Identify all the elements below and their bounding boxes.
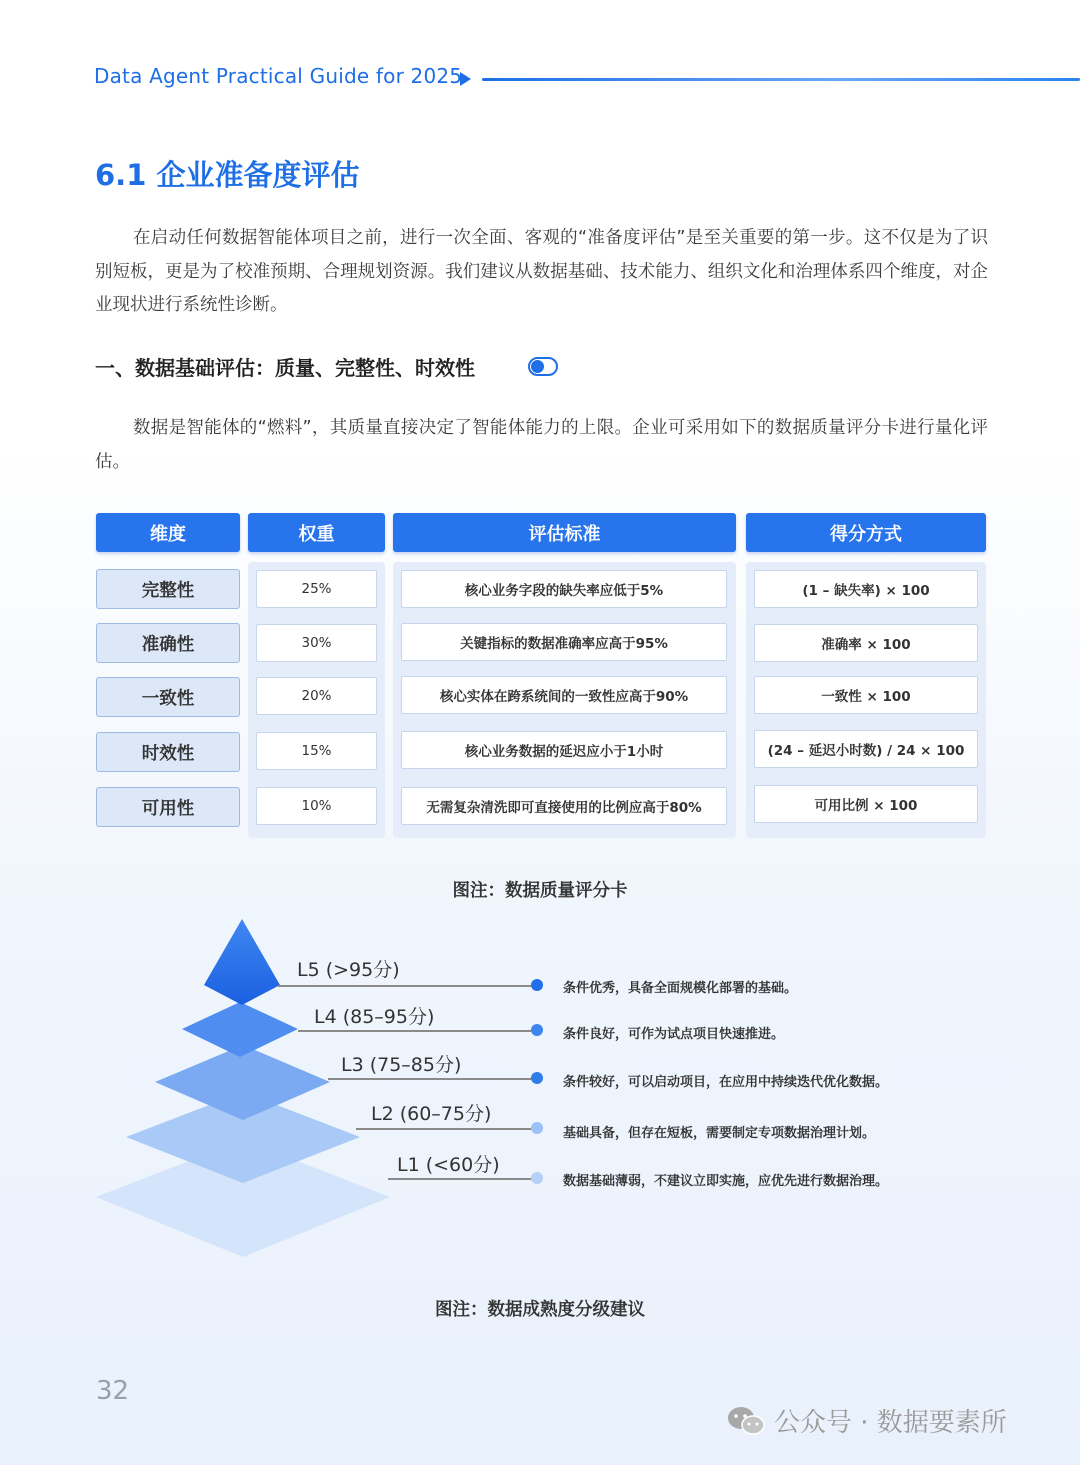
row-method: (24 – 延迟小时数) / 24 × 100 xyxy=(754,730,978,768)
pyramid-tier-l4 xyxy=(182,1002,298,1057)
page-number: 32 xyxy=(96,1376,130,1406)
row-criterion: 无需复杂清洗即可直接使用的比例应高于80% xyxy=(401,787,727,825)
level-line-l5 xyxy=(278,985,532,987)
running-header: Data Agent Practical Guide for 2025 xyxy=(94,64,463,88)
level-label-l3: L3 (75–85分) xyxy=(341,1054,462,1076)
level-dot-l3 xyxy=(531,1072,543,1084)
header-weight: 权重 xyxy=(248,513,385,552)
pyramid-tier-l5 xyxy=(204,919,280,1005)
level-line-l1 xyxy=(388,1178,532,1180)
level-desc-l2: 基础具备，但存在短板，需要制定专项数据治理计划。 xyxy=(563,1126,876,1141)
row-weight: 15% xyxy=(256,732,377,770)
watermark xyxy=(726,1402,1007,1439)
level-desc-l4: 条件良好，可作为试点项目快速推进。 xyxy=(563,1027,785,1042)
row-method: (1 – 缺失率) × 100 xyxy=(754,570,978,608)
level-desc-l5: 条件优秀，具备全面规模化部署的基础。 xyxy=(563,981,798,996)
subheading: 一、数据基础评估：质量、完整性、时效性 xyxy=(95,356,475,380)
row-criterion: 核心业务数据的延迟应小于1小时 xyxy=(401,731,727,769)
row-weight: 25% xyxy=(256,570,377,608)
row-method: 一致性 × 100 xyxy=(754,676,978,714)
table-caption: 图注：数据质量评分卡 xyxy=(452,881,628,901)
row-dimension: 完整性 xyxy=(96,569,240,609)
pyramid-caption: 图注：数据成熟度分级建议 xyxy=(435,1300,645,1320)
header-method: 得分方式 xyxy=(746,513,986,552)
row-weight: 20% xyxy=(256,677,377,715)
header-dimension: 维度 xyxy=(96,513,240,552)
level-desc-l3: 条件较好，可以启动项目，在应用中持续迭代优化数据。 xyxy=(563,1075,889,1090)
row-weight: 10% xyxy=(256,787,377,825)
level-dot-l5 xyxy=(531,979,543,991)
row-criterion: 关键指标的数据准确率应高于95% xyxy=(401,623,727,661)
row-method: 可用比例 × 100 xyxy=(754,785,978,823)
level-line-l4 xyxy=(298,1030,532,1032)
level-line-l2 xyxy=(356,1128,532,1130)
level-label-l2: L2 (60–75分) xyxy=(371,1103,492,1125)
row-method: 准确率 × 100 xyxy=(754,624,978,662)
row-criterion: 核心业务字段的缺失率应低于5% xyxy=(401,570,727,608)
level-label-l4: L4 (85–95分) xyxy=(314,1006,435,1028)
watermark-text: 公众号 · 数据要素所 xyxy=(774,1408,1007,1438)
level-label-l5: L5 (>95分) xyxy=(297,959,400,981)
level-desc-l1: 数据基础薄弱，不建议立即实施，应优先进行数据治理。 xyxy=(563,1174,889,1189)
row-dimension: 准确性 xyxy=(96,623,240,663)
sub-intro-paragraph: 数据是智能体的“燃料”，其质量直接决定了智能体能力的上限。企业可采用如下的数据质量评分卡进行量化评估。 xyxy=(95,418,988,472)
section-title: 6.1 企业准备度评估 xyxy=(95,158,360,192)
row-dimension: 一致性 xyxy=(96,677,240,717)
level-dot-l1 xyxy=(531,1172,543,1184)
level-line-l3 xyxy=(328,1078,532,1080)
intro-paragraph: 在启动任何数据智能体项目之前，进行一次全面、客观的“准备度评估”是至关重要的第一步。这不仅是为了识别短板，更是为了校准预期、合理规划资源。我们建议从数据基础、技术能力、组织文化和治理体系四个维度，对企业现状进行系统性诊断。 xyxy=(95,228,988,315)
row-criterion: 核心实体在跨系统间的一致性应高于90% xyxy=(401,676,727,714)
row-dimension: 可用性 xyxy=(96,787,240,827)
header-criterion: 评估标准 xyxy=(393,513,736,552)
row-weight: 30% xyxy=(256,624,377,662)
wechat-icon xyxy=(726,1405,766,1437)
row-dimension: 时效性 xyxy=(96,732,240,772)
level-dot-l4 xyxy=(531,1024,543,1036)
pyramid-tier-l3 xyxy=(155,1045,330,1120)
level-dot-l2 xyxy=(531,1122,543,1134)
level-label-l1: L1 (<60分) xyxy=(397,1154,500,1176)
